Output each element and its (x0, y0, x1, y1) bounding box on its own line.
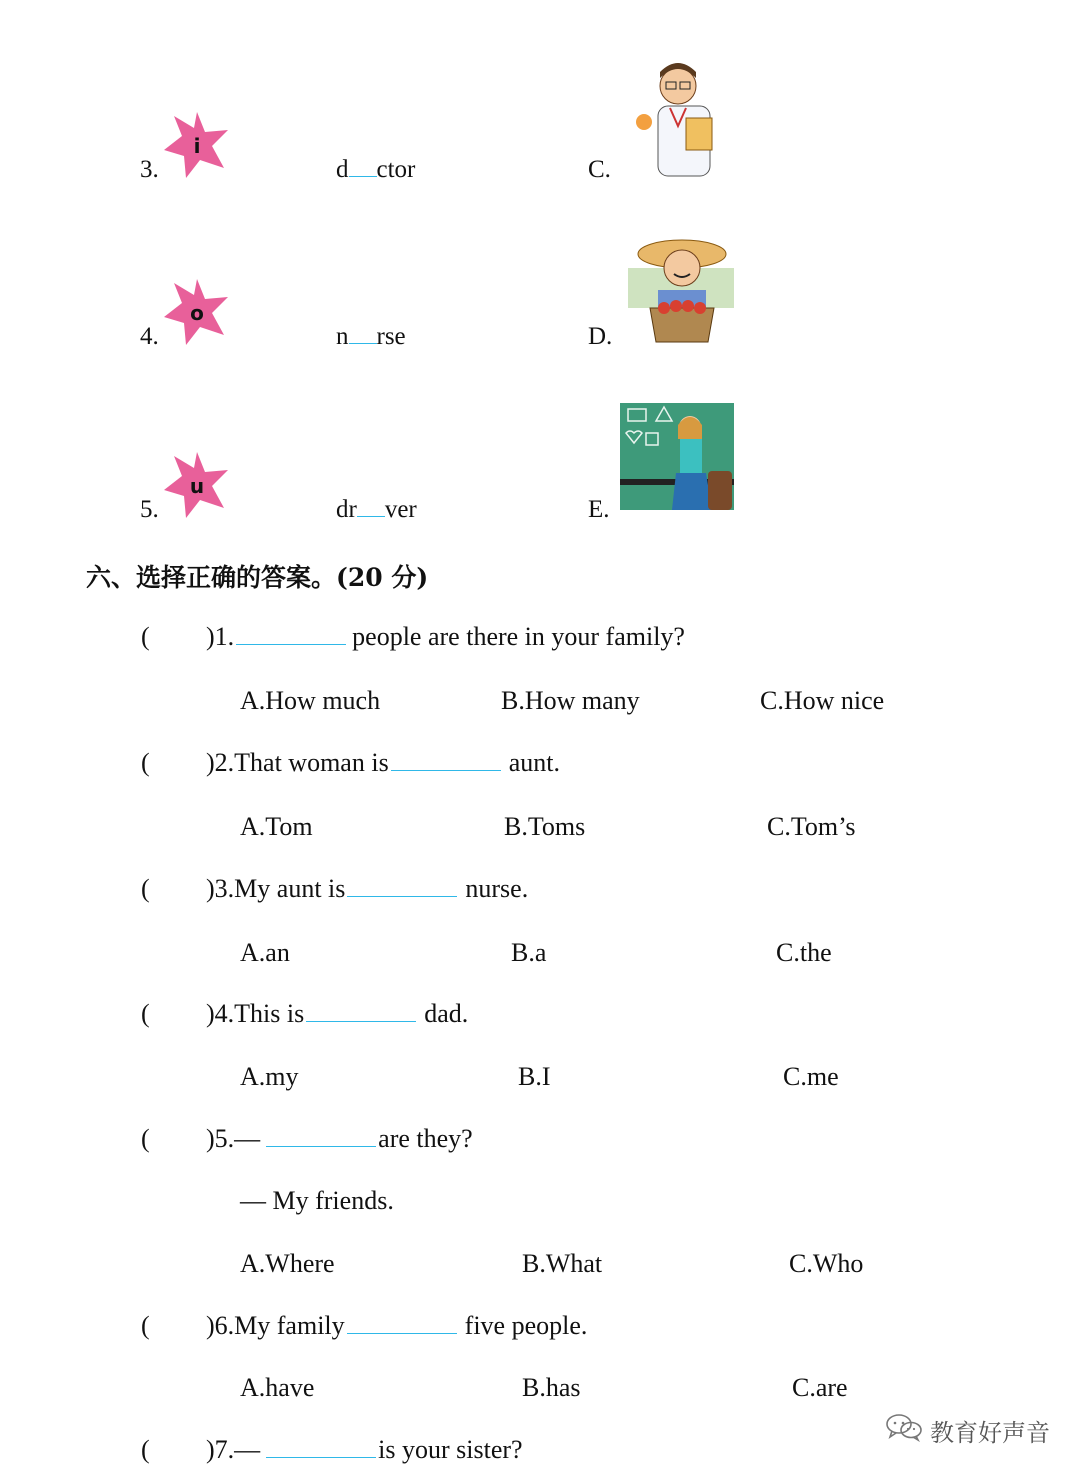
option-a[interactable]: A.an (240, 938, 290, 967)
question-text: )3.My aunt is nurse. (206, 874, 529, 903)
option-b[interactable]: B.I (518, 1062, 551, 1091)
question-text: )5.— are they? (206, 1124, 473, 1153)
answer-blank (306, 1020, 416, 1022)
choice-letter: E. (588, 496, 610, 523)
option-b[interactable]: B.a (511, 938, 547, 967)
answer-blank (347, 895, 457, 897)
answer-paren[interactable]: ( (141, 1435, 150, 1464)
flower-letter-badge (162, 277, 232, 347)
answer-blank (266, 1145, 376, 1147)
question-text: )4.This is dad. (206, 999, 469, 1028)
item-number: 5. (140, 496, 159, 523)
answer-paren[interactable]: ( (141, 1124, 150, 1153)
answer-paren[interactable]: ( (141, 748, 150, 777)
teacher-picture (620, 403, 734, 510)
answer-blank (357, 515, 385, 517)
option-a[interactable]: A.my (240, 1062, 299, 1091)
flower-letter: o (190, 301, 204, 325)
choice-letter: D. (588, 323, 613, 350)
question-text: )6.My family five people. (206, 1311, 588, 1340)
option-c[interactable]: C.Tom’s (767, 812, 856, 841)
watermark-text: 教育好声音 (930, 1418, 1050, 1447)
word-fill: n rse (336, 323, 406, 350)
answer-paren[interactable]: ( (141, 999, 150, 1028)
answer-blank (236, 643, 346, 645)
doctor-picture (630, 56, 734, 178)
option-b[interactable]: B.has (522, 1373, 581, 1402)
option-b[interactable]: B.How many (501, 686, 640, 715)
option-b[interactable]: B.What (522, 1249, 603, 1278)
answer-blank (391, 769, 501, 771)
option-a[interactable]: A.Where (240, 1249, 335, 1278)
answer-blank (349, 342, 377, 344)
word-fill: d ctor (336, 156, 416, 183)
choice-letter: C. (588, 156, 611, 183)
option-a[interactable]: A.How much (240, 686, 381, 715)
farmer-picture (628, 228, 734, 346)
flower-letter-badge (162, 110, 232, 180)
option-c[interactable]: C.Who (789, 1249, 864, 1278)
question-text: )1. people are there in your family? (206, 622, 685, 651)
answer-paren[interactable]: ( (141, 874, 150, 903)
watermark (884, 1412, 1050, 1448)
option-c[interactable]: C.How nice (760, 686, 885, 715)
option-c[interactable]: C.are (792, 1373, 848, 1402)
word-fill: dr ver (336, 496, 417, 523)
flower-letter: i (193, 134, 201, 158)
answer-blank (266, 1456, 376, 1458)
flower-letter: u (189, 474, 205, 498)
section-title: 六、选择正确的答案。(20 分) (86, 563, 429, 592)
option-b[interactable]: B.Toms (504, 812, 586, 841)
flower-letter-badge (162, 450, 232, 520)
item-number: 4. (140, 323, 159, 350)
option-c[interactable]: C.me (783, 1062, 839, 1091)
item-number: 3. (140, 156, 159, 183)
question-text: )7.— is your sister? (206, 1435, 523, 1464)
option-c[interactable]: C.the (776, 938, 832, 967)
answer-paren[interactable]: ( (141, 622, 150, 651)
question-text: )2.That woman is aunt. (206, 748, 560, 777)
answer-blank (347, 1332, 457, 1334)
option-a[interactable]: A.have (240, 1373, 315, 1402)
option-a[interactable]: A.Tom (240, 812, 313, 841)
wechat-icon (884, 1412, 924, 1448)
dialogue-answer-line: — My friends. (240, 1186, 394, 1215)
answer-paren[interactable]: ( (141, 1311, 150, 1340)
answer-blank (349, 175, 377, 177)
